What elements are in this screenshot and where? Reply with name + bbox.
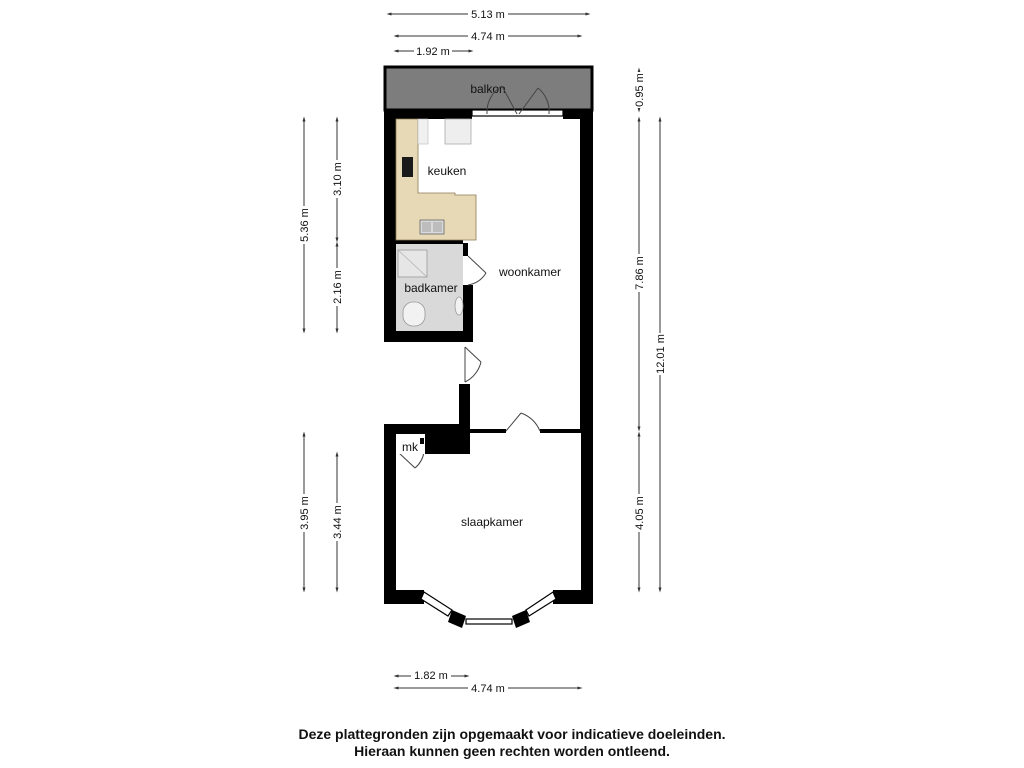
room-label-badkamer: badkamer [404,281,458,295]
dim-left-kitchen: 3.10 m [332,162,344,196]
kitchen [396,119,476,240]
dim-top-balcony: 1.92 m [416,46,450,58]
washbasin-icon [455,297,463,315]
room-label-mk: mk [402,440,418,454]
dim-top-inner: 4.74 m [471,31,505,43]
dim-right-total: 12.01 m [655,334,667,374]
dim-right-living: 7.86 m [634,256,646,290]
dim-left-bedroom-total: 3.95 m [299,496,311,530]
dim-right-balcony: 0.95 m [634,73,646,107]
dim-left-bedroom-inner: 3.44 m [332,505,344,539]
windows [421,110,563,624]
room-label-woonkamer: woonkamer [498,265,562,279]
room-label-balkon: balkon [470,82,506,96]
disclaimer-line-1: Deze plattegronden zijn opgemaakt voor indicatieve doeleinden. [298,726,726,742]
stove-icon [402,157,413,177]
fridge-icon [445,119,471,144]
dim-top-total: 5.13 m [471,9,505,21]
bathroom [396,244,463,331]
dim-bottom-total: 4.74 m [471,683,505,695]
room-label-slaapkamer: slaapkamer [460,515,524,529]
dim-left-bathroom: 2.16 m [332,270,344,304]
dim-right-bedroom: 4.05 m [634,496,646,530]
toilet-icon [403,302,425,326]
room-label-keuken: keuken [427,164,467,178]
disclaimer-line-2: Hieraan kunnen geen rechten worden ontleend. [354,743,670,759]
dim-bottom-small: 1.82 m [414,670,448,682]
dim-left-upper-total: 5.36 m [299,208,311,242]
